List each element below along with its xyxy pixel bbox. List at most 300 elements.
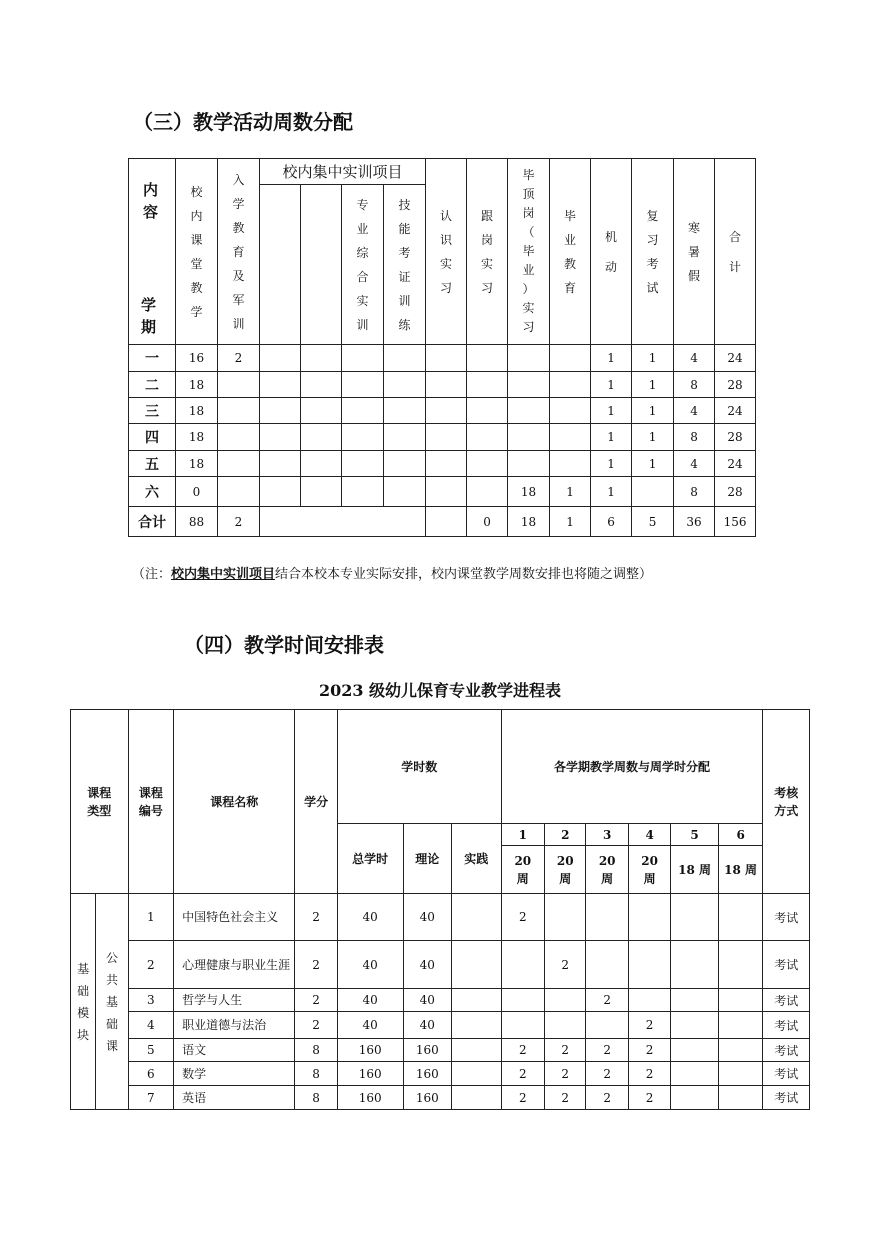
header-char: 实 (481, 256, 494, 271)
course-term-hours (586, 1012, 628, 1039)
course-term-hours (671, 894, 719, 941)
course-credits: 8 (295, 1062, 337, 1086)
cell-comprehensive (342, 398, 384, 424)
cell-graduation_internship (508, 451, 550, 477)
sum-follow: 0 (467, 507, 508, 537)
cell-cognition (426, 345, 467, 372)
course-total-hours: 40 (337, 1012, 403, 1039)
header-char: 计 (729, 259, 742, 274)
cell-blank-2 (260, 477, 301, 507)
header-char: 学 (190, 304, 203, 319)
course-practice-hours (452, 1062, 502, 1086)
cell-total: 28 (715, 477, 756, 507)
cell-skill_cert (384, 398, 426, 424)
header-char: 识 (440, 232, 453, 247)
course-term-hours: 2 (501, 1039, 544, 1062)
hdr-theory: 理论 (403, 824, 452, 894)
course-credits: 2 (295, 941, 337, 989)
header-char: 毕 (522, 168, 535, 182)
cell-blank-3 (301, 477, 342, 507)
header-char: 实 (522, 301, 535, 315)
cell-comprehensive (342, 424, 384, 451)
course-term-hours: 2 (501, 1086, 544, 1110)
header-char: 教 (564, 256, 577, 271)
cell-cognition (426, 477, 467, 507)
cell-graduation_edu (550, 372, 591, 398)
header-char: 校 (190, 184, 203, 199)
cell-blank-3 (301, 424, 342, 451)
sum-vacation: 36 (674, 507, 715, 537)
cell-vacation: 8 (674, 424, 715, 451)
course-assessment: 考试 (763, 1086, 810, 1110)
cell-blank-3 (301, 398, 342, 424)
weeks-allocation-table (128, 158, 756, 537)
col-cognition (426, 159, 467, 345)
course-term-hours (671, 1039, 719, 1062)
cell-cognition (426, 424, 467, 451)
module-label: 基 础 模 块 (71, 894, 96, 1110)
header-char: 内 (190, 208, 203, 223)
course-theory-hours: 160 (403, 1086, 452, 1110)
cell-cognition (426, 451, 467, 477)
schedule-table-title: 2023 级幼儿保育专业教学进程表 (318, 681, 562, 700)
group-header: 校内集中实训项目 (260, 159, 426, 185)
course-row (71, 989, 810, 1012)
course-term-hours (718, 1039, 763, 1062)
cell-graduation_internship (508, 372, 550, 398)
col-classroom (176, 159, 218, 345)
term-row (129, 424, 756, 451)
header-char: 岗 (481, 232, 494, 247)
header-char: ） (522, 282, 535, 296)
teaching-schedule-table (70, 709, 810, 1110)
header-char: 育 (232, 244, 245, 259)
col-graduation-internship (508, 159, 550, 345)
cell-skill_cert (384, 477, 426, 507)
cell-comprehensive (342, 451, 384, 477)
term-number: 2 (545, 824, 586, 846)
term-row (129, 451, 756, 477)
hdr-course-type: 课程 类型 (71, 710, 129, 894)
course-term-hours: 2 (628, 1012, 670, 1039)
section3-title: （三）教学活动周数分配 (133, 110, 353, 134)
cell-classroom: 16 (176, 345, 218, 372)
course-term-hours: 2 (628, 1062, 670, 1086)
cell-total: 28 (715, 372, 756, 398)
cell-blank-2 (260, 345, 301, 372)
submodule-label: 公 共 基 础 课 (96, 894, 128, 1110)
course-term-hours: 2 (545, 1062, 586, 1086)
header-char: 暑 (688, 244, 701, 259)
term-number: 1 (501, 824, 544, 846)
course-name: 心理健康与职业生涯 (174, 941, 295, 989)
term-row (129, 345, 756, 372)
cell-classroom: 18 (176, 372, 218, 398)
header-char: 实 (356, 293, 369, 308)
course-term-hours: 2 (586, 1062, 628, 1086)
col-skill-cert (384, 185, 426, 345)
sum-training-merged (260, 507, 426, 537)
term-row (129, 372, 756, 398)
cell-follow (467, 424, 508, 451)
course-term-hours (586, 894, 628, 941)
cell-skill_cert (384, 345, 426, 372)
course-theory-hours: 40 (403, 1012, 452, 1039)
term-weeks: 18 周 (671, 846, 719, 894)
course-name: 哲学与人生 (174, 989, 295, 1012)
cell-review_exam (632, 477, 674, 507)
term-label: 一 (129, 345, 176, 372)
course-term-hours (718, 1012, 763, 1039)
course-theory-hours: 40 (403, 989, 452, 1012)
header-char: 训 (232, 316, 245, 331)
cell-orientation (218, 424, 260, 451)
header-char: 证 (398, 269, 411, 284)
cell-skill_cert (384, 424, 426, 451)
cell-cognition (426, 372, 467, 398)
course-term-hours (628, 989, 670, 1012)
course-name: 职业道德与法治 (174, 1012, 295, 1039)
cell-flexible: 1 (591, 477, 632, 507)
course-assessment: 考试 (763, 1039, 810, 1062)
course-total-hours: 40 (337, 894, 403, 941)
cell-orientation: 2 (218, 345, 260, 372)
header-char: 专 (356, 197, 369, 212)
course-practice-hours (452, 989, 502, 1012)
hdr-total-hours: 总学时 (337, 824, 403, 894)
header-char: 合 (356, 269, 369, 284)
term-label: 三 (129, 398, 176, 424)
course-row (71, 1086, 810, 1110)
course-credits: 2 (295, 894, 337, 941)
hdr-practice: 实践 (452, 824, 502, 894)
course-name: 语文 (174, 1039, 295, 1062)
cell-vacation: 4 (674, 345, 715, 372)
cell-blank-3 (301, 345, 342, 372)
cell-vacation: 4 (674, 398, 715, 424)
sum-total: 156 (715, 507, 756, 537)
header-char: 习 (522, 320, 535, 334)
cell-follow (467, 477, 508, 507)
cell-classroom: 18 (176, 398, 218, 424)
cell-blank-2 (260, 372, 301, 398)
header-char: 军 (232, 292, 245, 307)
course-assessment: 考试 (763, 894, 810, 941)
header-char: 业 (522, 263, 535, 277)
course-assessment: 考试 (763, 1062, 810, 1086)
cell-orientation (218, 451, 260, 477)
header-char: 跟 (481, 208, 494, 223)
course-assessment: 考试 (763, 989, 810, 1012)
term-label: 二 (129, 372, 176, 398)
hdr-course-code: 课程 编号 (128, 710, 173, 894)
cell-blank-2 (260, 451, 301, 477)
course-term-hours: 2 (586, 1039, 628, 1062)
course-term-hours (628, 941, 670, 989)
course-row (71, 941, 810, 989)
course-term-hours (671, 1012, 719, 1039)
cell-classroom: 18 (176, 451, 218, 477)
header-char: 动 (605, 259, 618, 274)
course-term-hours (545, 894, 586, 941)
corner-header (129, 159, 176, 345)
course-assessment: 考试 (763, 941, 810, 989)
course-term-hours: 2 (501, 894, 544, 941)
course-name: 英语 (174, 1086, 295, 1110)
header-char: 育 (564, 280, 577, 295)
cell-orientation (218, 477, 260, 507)
cell-vacation: 4 (674, 451, 715, 477)
col-graduation-edu (550, 159, 591, 345)
header-char: 假 (688, 268, 701, 283)
header-char: 堂 (190, 256, 203, 271)
course-code: 7 (128, 1086, 173, 1110)
cell-review_exam: 1 (632, 424, 674, 451)
note-underlined: 校内集中实训项目 (171, 567, 276, 582)
sum-flexible: 6 (591, 507, 632, 537)
header-char: 习 (440, 280, 453, 295)
cell-blank-3 (301, 451, 342, 477)
course-code: 4 (128, 1012, 173, 1039)
course-term-hours (628, 894, 670, 941)
course-practice-hours (452, 1039, 502, 1062)
cell-graduation_edu (550, 424, 591, 451)
cell-follow (467, 345, 508, 372)
cell-blank-2 (260, 398, 301, 424)
col-vacation (674, 159, 715, 345)
header-char: 能 (398, 221, 411, 236)
course-code: 2 (128, 941, 173, 989)
cell-total: 28 (715, 424, 756, 451)
course-total-hours: 40 (337, 989, 403, 1012)
header-char: （ (522, 225, 535, 239)
course-credits: 8 (295, 1039, 337, 1062)
col-total (715, 159, 756, 345)
course-term-hours (718, 989, 763, 1012)
blank-sub-2 (301, 185, 342, 345)
hdr-hours: 学时数 (337, 710, 501, 824)
header-char: 认 (440, 208, 453, 223)
header-char: 毕 (564, 208, 577, 223)
cell-follow (467, 372, 508, 398)
note-rest: 结合本校本专业实际安排，校内课堂教学周数安排也将随之调整） (275, 567, 653, 582)
cell-total: 24 (715, 345, 756, 372)
course-term-hours: 2 (545, 1086, 586, 1110)
cell-flexible: 1 (591, 372, 632, 398)
course-name: 中国特色社会主义 (174, 894, 295, 941)
course-term-hours (586, 941, 628, 989)
header-char: 练 (398, 317, 411, 332)
course-assessment: 考试 (763, 1012, 810, 1039)
course-name: 数学 (174, 1062, 295, 1086)
sum-orientation: 2 (218, 507, 260, 537)
course-term-hours (671, 1086, 719, 1110)
course-theory-hours: 40 (403, 941, 452, 989)
header-char: 复 (646, 208, 659, 223)
cell-review_exam: 1 (632, 372, 674, 398)
term-weeks: 20 周 (501, 846, 544, 894)
course-term-hours (671, 941, 719, 989)
cell-comprehensive (342, 477, 384, 507)
course-credits: 8 (295, 1086, 337, 1110)
corner-bottom: 学 期 (141, 296, 157, 336)
header-char: 毕 (522, 244, 535, 258)
term-row (129, 477, 756, 507)
col-review-exam (632, 159, 674, 345)
header-char: 寒 (688, 220, 701, 235)
blank-sub-1 (260, 185, 301, 345)
col-orientation (218, 159, 260, 345)
course-term-hours (671, 1062, 719, 1086)
corner-top: 内 容 (143, 181, 159, 221)
course-term-hours: 2 (628, 1039, 670, 1062)
cell-classroom: 18 (176, 424, 218, 451)
cell-classroom: 0 (176, 477, 218, 507)
header-char: 习 (481, 280, 494, 295)
cell-flexible: 1 (591, 398, 632, 424)
course-term-hours: 2 (628, 1086, 670, 1110)
course-credits: 2 (295, 989, 337, 1012)
cell-comprehensive (342, 372, 384, 398)
course-practice-hours (452, 1086, 502, 1110)
col-follow (467, 159, 508, 345)
course-row (71, 1012, 810, 1039)
cell-graduation_internship: 18 (508, 477, 550, 507)
course-term-hours (501, 989, 544, 1012)
course-code: 1 (128, 894, 173, 941)
cell-graduation_edu (550, 451, 591, 477)
cell-skill_cert (384, 451, 426, 477)
sum-review-exam: 5 (632, 507, 674, 537)
sum-classroom: 88 (176, 507, 218, 537)
cell-review_exam: 1 (632, 345, 674, 372)
cell-vacation: 8 (674, 372, 715, 398)
course-term-hours (501, 941, 544, 989)
course-term-hours (718, 894, 763, 941)
course-term-hours (718, 1062, 763, 1086)
hdr-credits: 学分 (295, 710, 337, 894)
cell-review_exam: 1 (632, 398, 674, 424)
cell-comprehensive (342, 345, 384, 372)
course-term-hours (671, 989, 719, 1012)
cell-graduation_internship (508, 345, 550, 372)
course-total-hours: 40 (337, 941, 403, 989)
course-term-hours: 2 (501, 1062, 544, 1086)
header-char: 技 (398, 197, 411, 212)
course-term-hours (545, 989, 586, 1012)
sum-row (129, 507, 756, 537)
course-term-hours: 2 (545, 1039, 586, 1062)
cell-graduation_edu (550, 345, 591, 372)
sum-cognition (426, 507, 467, 537)
header-char: 岗 (522, 206, 535, 220)
header-char: 课 (190, 232, 203, 247)
course-theory-hours: 160 (403, 1039, 452, 1062)
course-practice-hours (452, 941, 502, 989)
header-char: 训 (398, 293, 411, 308)
course-theory-hours: 40 (403, 894, 452, 941)
header-char: 机 (605, 229, 618, 244)
course-total-hours: 160 (337, 1039, 403, 1062)
note-prefix: （注： (132, 567, 172, 582)
cell-total: 24 (715, 451, 756, 477)
section4-title: （四）教学时间安排表 (184, 633, 384, 657)
table-note (132, 563, 652, 582)
course-term-hours: 2 (586, 1086, 628, 1110)
cell-follow (467, 398, 508, 424)
course-code: 3 (128, 989, 173, 1012)
header-char: 习 (646, 232, 659, 247)
cell-blank-3 (301, 372, 342, 398)
term-label: 五 (129, 451, 176, 477)
cell-graduation_internship (508, 424, 550, 451)
cell-review_exam: 1 (632, 451, 674, 477)
hdr-term-dist: 各学期教学周数与周学时分配 (501, 710, 763, 824)
header-char: 入 (232, 172, 245, 187)
cell-total: 24 (715, 398, 756, 424)
term-label: 六 (129, 477, 176, 507)
cell-graduation_edu: 1 (550, 477, 591, 507)
cell-graduation_internship (508, 398, 550, 424)
header-char: 合 (729, 229, 742, 244)
sum-graduation-internship: 18 (508, 507, 550, 537)
header-char: 教 (190, 280, 203, 295)
header-char: 考 (646, 256, 659, 271)
course-row (71, 1062, 810, 1086)
hdr-course-name: 课程名称 (174, 710, 295, 894)
course-term-hours (718, 1086, 763, 1110)
cell-graduation_edu (550, 398, 591, 424)
cell-flexible: 1 (591, 345, 632, 372)
header-char: 实 (440, 256, 453, 271)
header-char: 试 (646, 280, 659, 295)
course-total-hours: 160 (337, 1062, 403, 1086)
header-char: 业 (564, 232, 577, 247)
course-total-hours: 160 (337, 1086, 403, 1110)
cell-flexible: 1 (591, 451, 632, 477)
term-weeks: 20 周 (586, 846, 628, 894)
cell-vacation: 8 (674, 477, 715, 507)
term-label: 四 (129, 424, 176, 451)
term-number: 5 (671, 824, 719, 846)
header-char: 顶 (522, 187, 535, 201)
term-number: 4 (628, 824, 670, 846)
term-weeks: 20 周 (628, 846, 670, 894)
cell-skill_cert (384, 372, 426, 398)
course-code: 6 (128, 1062, 173, 1086)
header-char: 训 (356, 317, 369, 332)
term-number: 3 (586, 824, 628, 846)
course-term-hours (501, 1012, 544, 1039)
term-row (129, 398, 756, 424)
hdr-assessment: 考核 方式 (763, 710, 810, 894)
course-term-hours (718, 941, 763, 989)
col-comprehensive (342, 185, 384, 345)
header-char: 考 (398, 245, 411, 260)
sum-label: 合计 (129, 507, 176, 537)
term-number: 6 (718, 824, 763, 846)
course-credits: 2 (295, 1012, 337, 1039)
term-weeks: 20 周 (545, 846, 586, 894)
cell-cognition (426, 398, 467, 424)
course-term-hours: 2 (586, 989, 628, 1012)
course-row (71, 894, 810, 941)
term-weeks: 18 周 (718, 846, 763, 894)
cell-follow (467, 451, 508, 477)
sum-graduation-edu: 1 (550, 507, 591, 537)
course-practice-hours (452, 894, 502, 941)
cell-flexible: 1 (591, 424, 632, 451)
